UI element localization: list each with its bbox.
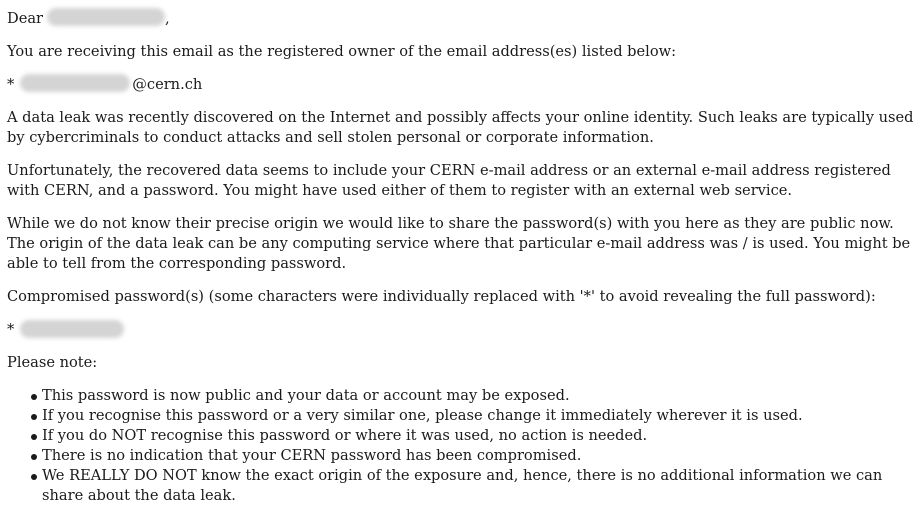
list-item: There is no indication that your CERN password has been compromised. [7, 446, 919, 466]
redacted-email-user [20, 74, 130, 92]
notes-list [7, 386, 919, 506]
password-bullet: * [7, 321, 15, 338]
redacted-password [20, 320, 124, 338]
origin-paragraph: While we do not know their precise origin we would like to share the password(s) with you here as they are public now. The origin of the data leak can be any computing service where that particular e-mail address was / is used. You might be able to tell from the corresponding password. [7, 215, 911, 272]
redacted-recipient-name [47, 8, 165, 26]
greeting-line [7, 9, 919, 29]
note-heading: Please note: [7, 354, 98, 371]
email-body [7, 9, 919, 506]
compromised-intro: Compromised password(s) (some characters were individually replaced with '*' to avoid revealing the full password): [7, 288, 876, 305]
address-bullet: * [7, 76, 15, 93]
list-item: We REALLY DO NOT know the exact origin of the exposure and, hence, there is no additional information we can share about the data leak. [7, 466, 919, 506]
list-item: This password is now public and your data or account may be exposed. [7, 386, 919, 406]
greeting-suffix: , [165, 10, 170, 27]
list-item: If you do NOT recognise this password or where it was used, no action is needed. [7, 426, 919, 446]
greeting-prefix: Dear [7, 10, 44, 27]
email-address-line [7, 75, 919, 95]
list-item: If you recognise this password or a very similar one, please change it immediately wherever it is used. [7, 406, 919, 426]
leak-paragraph: A data leak was recently discovered on the Internet and possibly affects your online identity. Such leaks are typically used by cybercriminals to conduct attacks and sell stolen personal or corporate information. [7, 109, 914, 146]
email-domain: @cern.ch [132, 76, 203, 93]
intro-text: You are receiving this email as the registered owner of the email address(es) listed below: [7, 43, 677, 60]
password-line [7, 320, 919, 340]
recovered-data-paragraph: Unfortunately, the recovered data seems to include your CERN e-mail address or an external e-mail address registered with CERN, and a password. You might have used either of them to register with an external web service. [7, 162, 891, 199]
